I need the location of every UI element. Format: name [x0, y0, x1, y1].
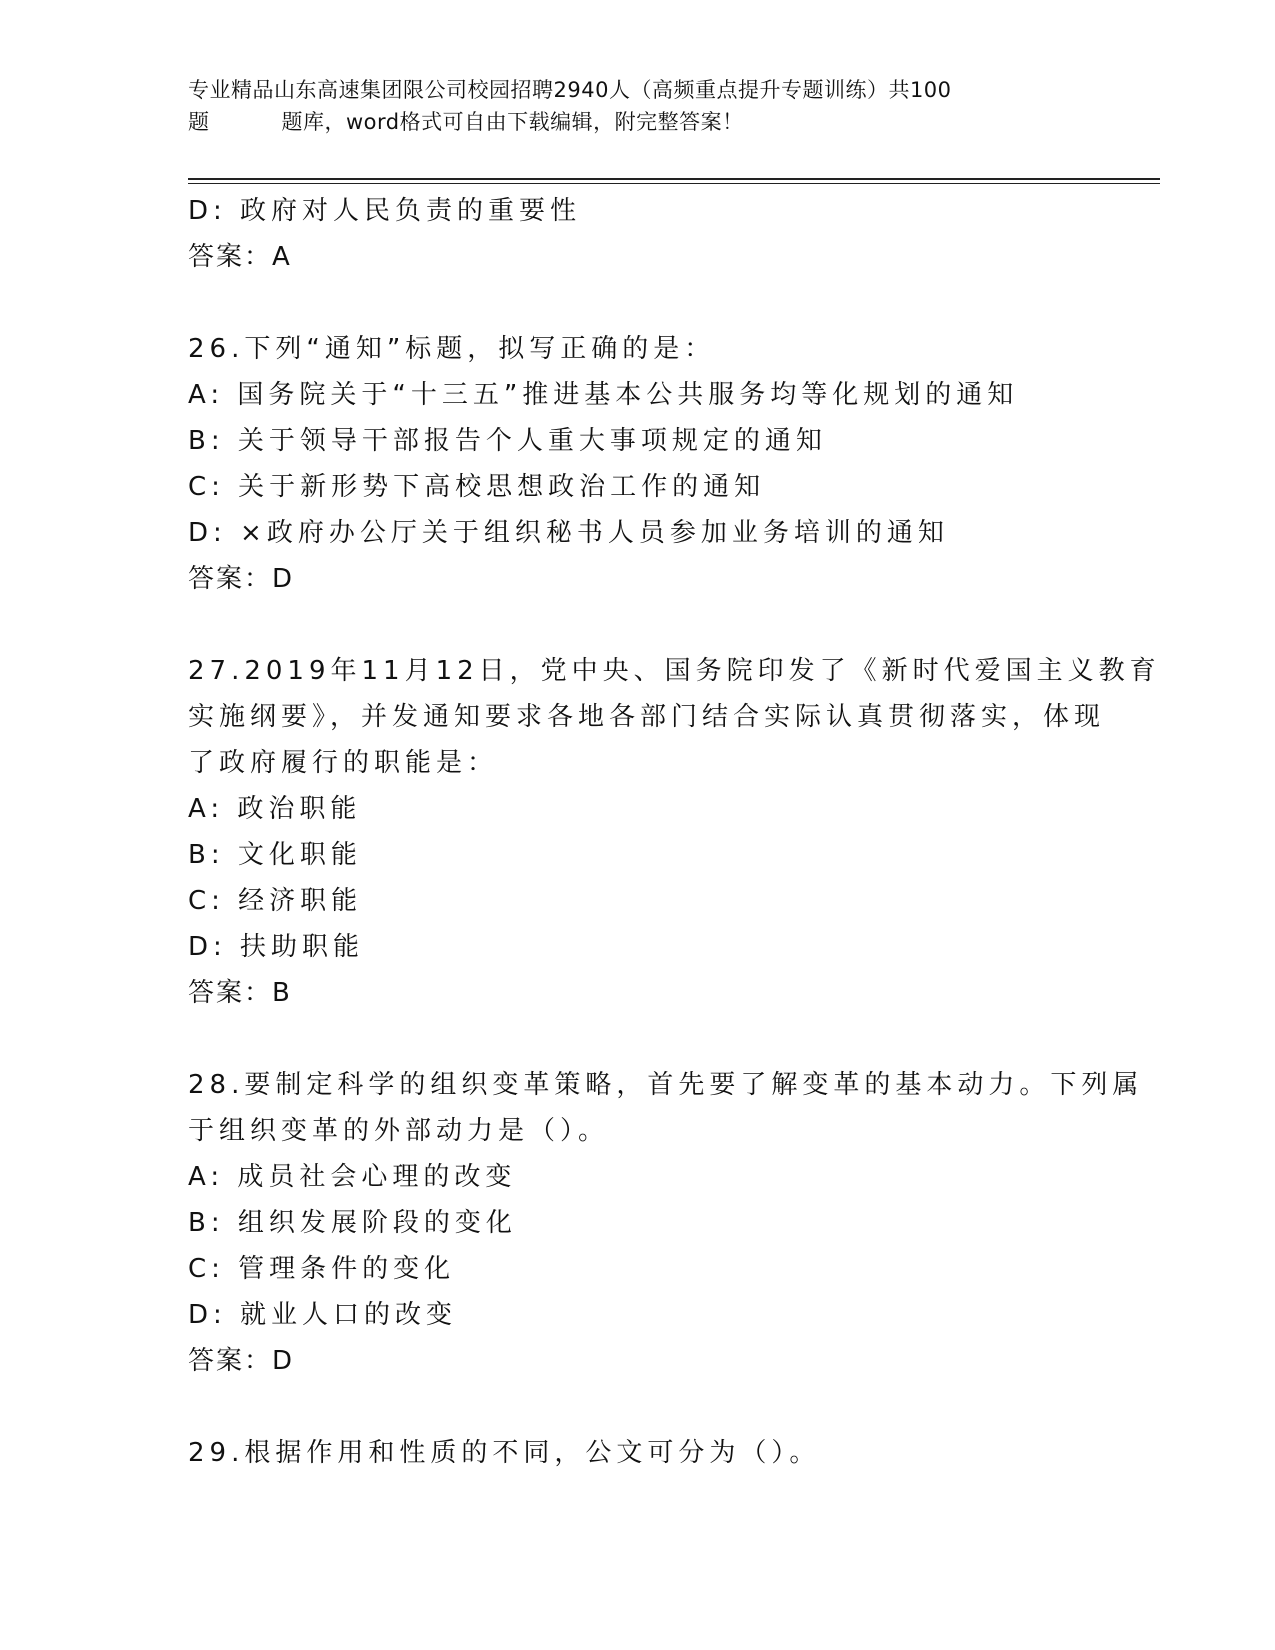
q27-answer: 答案：B: [188, 978, 292, 1008]
spacer: [188, 280, 1088, 326]
q28-option-b: B: 组织发展阶段的变化: [188, 1208, 517, 1238]
q26-option-b: B: 关于领导干部报告个人重大事项规定的通知: [188, 426, 827, 456]
q27-option-d: D: 扶助职能: [188, 932, 365, 962]
q27-stem-line2: 实施纲要》，并发通知要求各地各部门结合实际认真贯彻落实，体现: [188, 702, 1106, 732]
spacer: [188, 1384, 1088, 1430]
prev-answer: 答案：A: [188, 242, 292, 272]
spacer: [188, 1016, 1088, 1062]
q27-option-b: B: 文化职能: [188, 840, 362, 870]
document-header: [188, 74, 1088, 138]
q28-option-a: A: 成员社会心理的改变: [188, 1162, 517, 1192]
q28-answer: 答案：D: [188, 1346, 295, 1376]
spacer: [188, 602, 1088, 648]
question-content: [188, 188, 1161, 1476]
q28-stem-line1: 28.要制定科学的组织变革策略，首先要了解变革的基本动力。下列属: [188, 1070, 1144, 1100]
q28-stem-line2: 于组织变革的外部动力是（）。: [188, 1116, 610, 1146]
header-line2-left: 题: [188, 110, 210, 134]
q28-option-c: C: 管理条件的变化: [188, 1254, 456, 1284]
header-title-line2: [188, 106, 1088, 138]
q26-option-d: D: ×政府办公厅关于组织秘书人员参加业务培训的通知: [188, 518, 949, 548]
header-divider-thin: [188, 183, 1160, 184]
q29-stem: 29.根据作用和性质的不同，公文可分为（）。: [188, 1438, 821, 1468]
header-title-line1: 专业精品山东高速集团限公司校园招聘2940人（高频重点提升专题训练）共100: [188, 78, 952, 102]
q26-answer: 答案：D: [188, 564, 295, 594]
q26-stem: 26.下列“通知”标题，拟写正确的是：: [188, 334, 716, 364]
q27-stem-line3: 了政府履行的职能是：: [188, 748, 499, 778]
header-line2-right: 题库，word格式可自由下载编辑，附完整答案！: [281, 110, 744, 134]
header-divider-thick: [188, 178, 1160, 180]
prev-option-d: D: 政府对人民负责的重要性: [188, 196, 582, 226]
q27-stem-line1: 27.2019年11月12日，党中央、国务院印发了《新时代爱国主义教育: [188, 656, 1161, 686]
q26-option-a: A: 国务院关于“十三五”推进基本公共服务均等化规划的通知: [188, 380, 1019, 410]
q27-option-a: A: 政治职能: [188, 794, 362, 824]
q26-option-c: C: 关于新形势下高校思想政治工作的通知: [188, 472, 766, 502]
q28-option-d: D: 就业人口的改变: [188, 1300, 458, 1330]
q27-option-c: C: 经济职能: [188, 886, 363, 916]
